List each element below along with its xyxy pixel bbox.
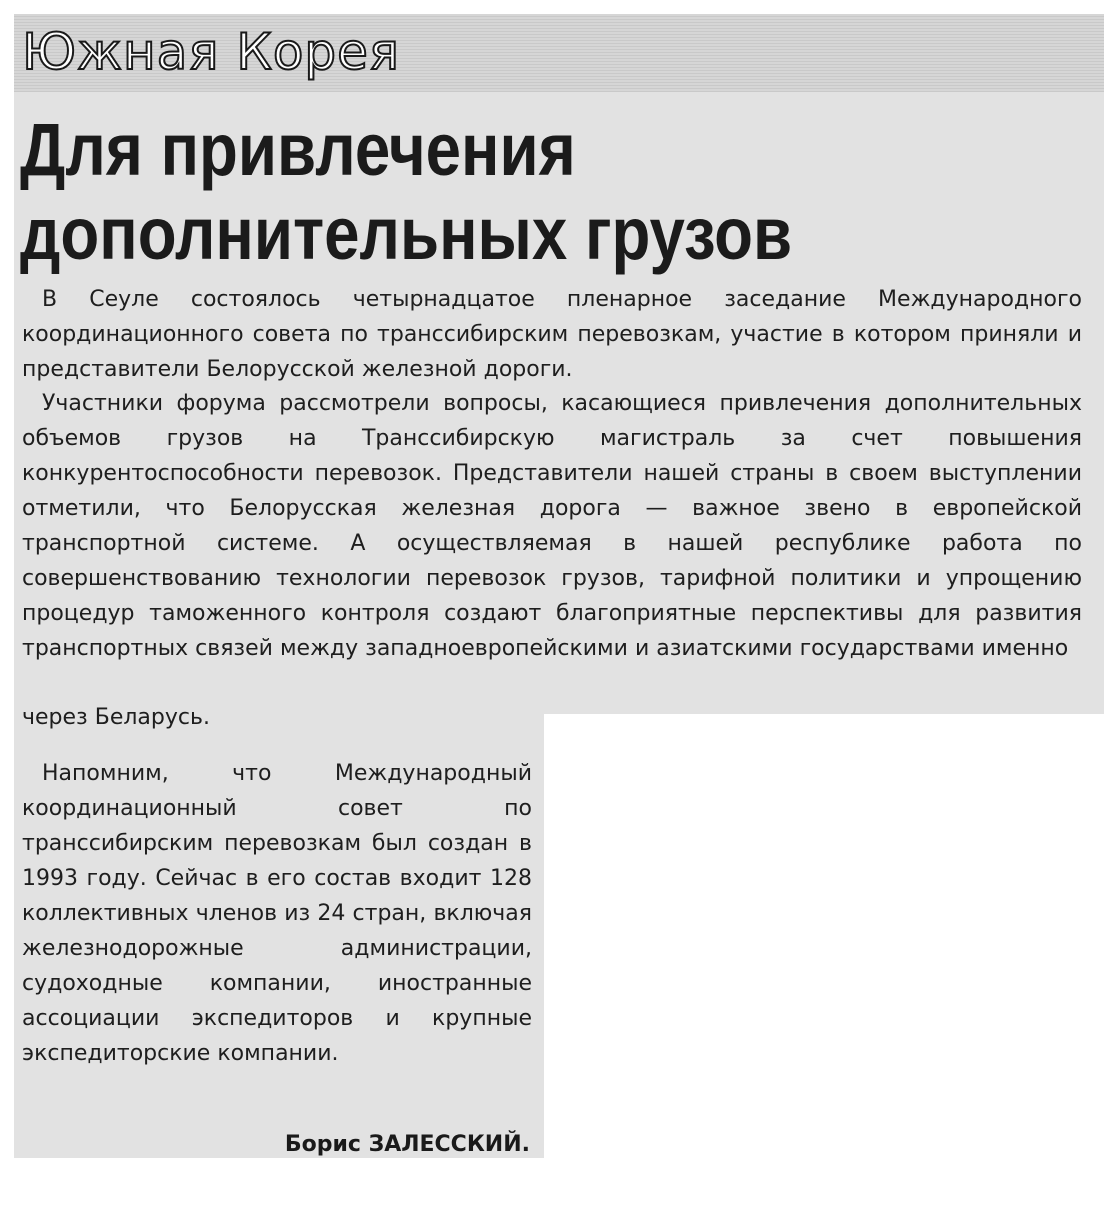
paragraph-council-info: Напомним, что Международный координационный совет по транссибирским перевозкам был создан в 1993 году. Сейчас в его состав входит 128 коллективных членов из 24 стран, включая железнодорожные администрации, судоходные компании, иностранные ассоциации экспедиторов и крупные экспедиторские компании.	[22, 761, 532, 1066]
paragraph-forum: Участники форума рассмотрели вопросы, касающиеся привлечения дополнительных объемов грузов на Транссибирскую магистраль за счет повышения конкурентоспособности перевозок. Представители нашей страны в своем выступлении отметили, что Белорусская железная дорога — важное звено в европейской транспортной системе. А осуществляемая в нашей республике работа по совершенствованию технологии перевозок грузов, тарифной политики и упрощению процедур таможенного контроля создают благоприятные перспективы для развития транспортных связей между западноевропейскими и азиатскими государствами именно	[22, 391, 1082, 661]
paragraph-forum-continuation: через Беларусь.	[22, 705, 210, 730]
author-byline: Борис ЗАЛЕССКИЙ.	[284, 1132, 530, 1157]
headline-line-2: дополнительных грузов	[20, 192, 793, 275]
article-headline	[20, 108, 792, 276]
headline-line-1: Для привлечения	[20, 108, 576, 191]
rubric-heading: Южная Корея	[22, 23, 400, 81]
paragraph-intro: В Сеуле состоялось четырнадцатое пленарное заседание Международного координационного совета по транссибирским перевозкам, участие в котором приняли и представители Белорусской железной дороги.	[22, 287, 1082, 382]
